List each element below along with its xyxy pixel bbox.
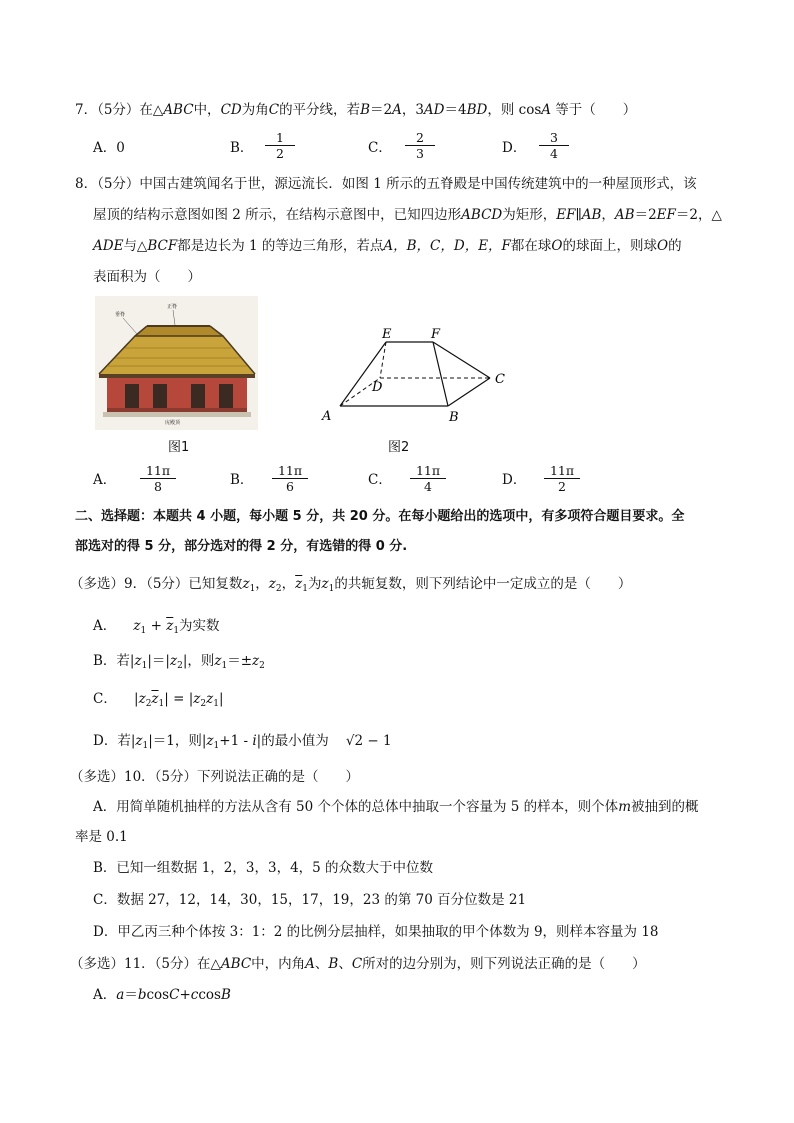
q8-option-d-label: D． — [502, 472, 527, 488]
figure2-caption: 图2 — [388, 440, 410, 455]
q8-stem-line1: 8．（5分）中国古建筑闻名于世，源远流长．如图 1 所示的五脊殿是中国传统建筑中的一种屋顶形式，该 — [75, 176, 697, 192]
q10-option-b: B．已知一组数据 1，2，3，3，4，5 的众数大于中位数 — [93, 860, 434, 876]
figure1-caption: 图1 — [168, 440, 190, 455]
section2-heading-line2: 部选对的得 5 分，部分选对的得 2 分，有选错的得 0 分. — [75, 539, 408, 554]
section2-heading-line1: 二、选择题：本题共 4 小题，每小题 5 分，共 20 分。在每小题给出的选项中，有多项符合题目要求。全 — [75, 509, 685, 524]
q10-stem: （多选）10．（5分）下列说法正确的是（ ） — [70, 769, 360, 785]
q8-stem-line3: ADE与△BCF都是边长为 1 的等边三角形，若点A，B，C，D，E，F都在球O的球面上，则球O的 — [93, 238, 682, 254]
point-B-label: B — [449, 410, 459, 425]
q7-option-a: A．0 — [93, 140, 125, 156]
q8-option-d-fraction: $\frac{11\pi}{2}$ — [544, 463, 580, 494]
fig1-label-left: 垂脊 — [115, 312, 126, 318]
q10-option-a-line2: 率是 0.1 — [75, 829, 128, 845]
q7-stem: 7．（5分）在△ABC中，CD为角C的平分线，若B＝2A，3AD＝4BD，则 cosA 等于（ ） — [75, 102, 637, 118]
q8-option-a-fraction: $\frac{11\pi}{8}$ — [140, 463, 176, 494]
point-F-label: F — [431, 327, 441, 342]
q8-stem-line2: 屋顶的结构示意图如图 2 所示，在结构示意图中，已知四边形ABCD为矩形，EF∥AB，AB＝2EF＝2，△ — [93, 207, 722, 223]
q9-stem: （多选）9．（5分）已知复数$z_1$，$z_2$，$\overline{z}_1$为$z_1$的共轭复数，则下列结论中一定成立的是（ ） — [70, 576, 632, 594]
q8-option-c-label: C． — [368, 472, 392, 488]
q7-option-d-fraction: $\frac{3}{4}$ — [539, 130, 569, 161]
q11-stem: （多选）11．（5分）在△ABC中，内角A、B、C所对的边分别为，则下列说法正确的是（ ） — [70, 956, 646, 972]
q7-option-c-fraction: $\frac{2}{3}$ — [405, 130, 435, 161]
q9-option-a: A． $z_1 + \overline{z}_1$为实数 — [93, 618, 220, 636]
point-E-label: E — [382, 327, 392, 342]
q8-option-b-fraction: $\frac{11\pi}{6}$ — [272, 463, 308, 494]
q9-option-b: B．若$|z_1|=|z_2|$，则$z_1=\pm z_2$ — [93, 653, 265, 671]
q8-option-a-label: A． — [93, 472, 117, 488]
q10-option-d: D．甲乙丙三种个体按 3：1：2 的比例分层抽样，如果抽取的甲个体数为 9，则样本容量为 18 — [93, 924, 659, 940]
q9-option-d: D．若$|z_1|=1$，则$|z_1+1 - i|$的最小值为 √2 − 1 — [93, 733, 392, 751]
q10-option-c: C．数据 27，12，14，30，15，17，19，23 的第 70 百分位数是 21 — [93, 892, 527, 908]
q11-option-a: A．a＝bcosC+ccosB — [93, 987, 231, 1003]
fig1-label-bottom: 庑殿顶 — [165, 420, 181, 426]
hip-roof-building-illustration — [95, 296, 258, 430]
roof-structure-diagram — [318, 322, 518, 427]
q7-option-b-label: B． — [230, 140, 254, 156]
q7-option-c-label: C． — [368, 140, 392, 156]
q8-option-b-label: B． — [230, 472, 254, 488]
point-A-label: A — [322, 409, 332, 424]
q10-option-a-line1: A．用简单随机抽样的方法从含有 50 个个体的总体中抽取一个容量为 5 的样本，则个体m被抽到的概 — [93, 799, 699, 815]
q8-stem-line4: 表面积为（ ） — [93, 269, 201, 285]
q9-option-c: C． $|z_2\overline{z}_1| = |z_2z_1|$ — [93, 691, 224, 709]
q7-option-b-fraction: $\frac{1}{2}$ — [265, 130, 295, 161]
q7-option-d-label: D． — [502, 140, 527, 156]
point-D-label: D — [372, 380, 383, 395]
point-C-label: C — [495, 372, 505, 387]
fig1-label-right: 正脊 — [167, 304, 178, 310]
q8-option-c-fraction: $\frac{11\pi}{4}$ — [410, 463, 446, 494]
